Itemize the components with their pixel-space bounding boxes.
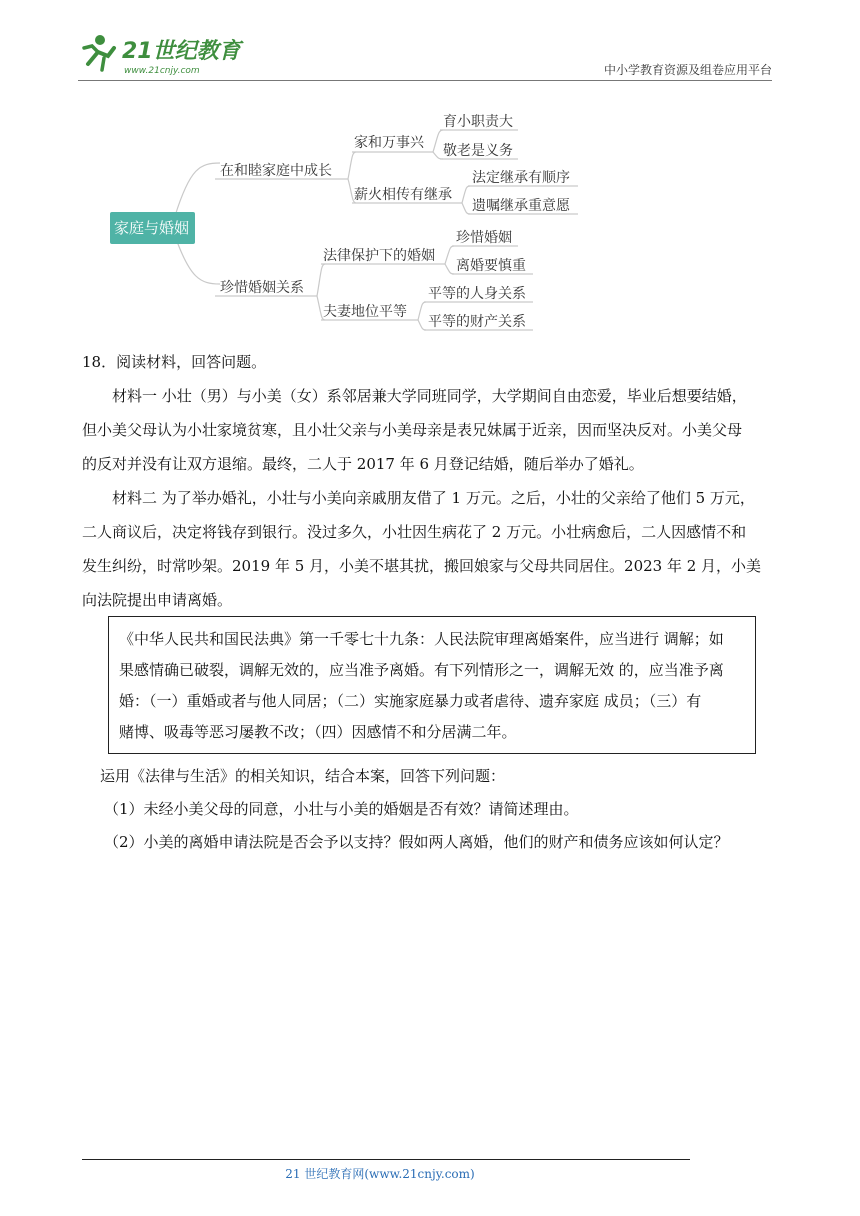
mindmap-root-label: 家庭与婚姻	[114, 219, 190, 237]
material1-line: 材料一 小壮（男）与小美（女）系邻居兼大学同班同学，大学期间自由恋爱，毕业后想要结婚，	[112, 387, 747, 405]
logo-url: www.21cnjy.com	[124, 66, 200, 76]
sub-question-1: （1）未经小美父母的同意，小壮与小美的婚姻是否有效？请简述理由。	[104, 800, 579, 818]
mindmap-child-label: 家和万事兴	[354, 135, 424, 151]
sub-question-2: （2）小美的离婚申请法院是否会予以支持？假如两人离婚，他们的财产和债务应该如何认定？	[104, 833, 729, 851]
mindmap-leaf-label: 珍惜婚姻	[456, 230, 512, 246]
footer-divider	[82, 1159, 690, 1160]
mindmap-leaf-label: 离婚要慎重	[456, 258, 526, 274]
law-line: 果感情确已破裂，调解无效的，应当准予离婚。有下列情形之一，调解无效 的，应当准予离	[119, 661, 724, 679]
mindmap-leaf-label: 平等的财产关系	[428, 314, 526, 330]
material2-line: 材料二 为了举办婚礼，小壮与小美向亲戚朋友借了 1 万元。之后，小壮的父亲给了他们 5 万元，	[112, 489, 755, 507]
material1-line: 但小美父母认为小壮家境贫寒，且小壮父亲与小美母亲是表兄妹属于近亲，因而坚决反对。小美父母	[82, 421, 743, 439]
law-quote-box	[108, 616, 756, 754]
instruction-text: 运用《法律与生活》的相关知识，结合本案，回答下列问题：	[100, 767, 506, 785]
footer-link[interactable]: 21 世纪教育网(www.21cnjy.com)	[285, 1167, 475, 1181]
material2-line: 向法院提出申请离婚。	[82, 591, 233, 609]
mindmap-leaf-label: 敬老是义务	[443, 143, 513, 159]
mindmap	[100, 108, 600, 344]
mindmap-branch-label: 珍惜婚姻关系	[220, 280, 304, 296]
mindmap-child-label: 夫妻地位平等	[323, 304, 407, 320]
mindmap-leaf-label: 法定继承有顺序	[472, 170, 570, 186]
logo-title: 21世纪教育	[122, 39, 241, 64]
material1-line: 的反对并没有让双方退缩。最终，二人于 2017 年 6 月登记结婚，随后举办了婚礼。	[82, 455, 644, 473]
header-divider	[78, 80, 772, 81]
runner-logo-icon	[78, 30, 248, 78]
mindmap-link	[175, 163, 220, 216]
mindmap-leaf-label: 育小职责大	[443, 114, 513, 130]
mindmap-child-label: 薪火相传有继承	[354, 187, 452, 203]
material2-line: 二人商议后，决定将钱存到银行。没过多久，小壮因生病花了 2 万元。小壮病愈后，二人因感情不和	[82, 523, 747, 541]
mindmap-branch-label: 在和睦家庭中成长	[220, 163, 332, 179]
law-line: 婚：（一）重婚或者与他人同居；（二）实施家庭暴力或者虐待、遗弃家庭 成员；（三）有	[119, 692, 702, 710]
law-line: 《中华人民共和国民法典》第一千零七十九条：人民法院审理离婚案件，应当进行 调解；如	[119, 630, 724, 648]
mindmap-child-label: 法律保护下的婚姻	[323, 248, 435, 264]
mindmap-leaf-label: 遗嘱继承重意愿	[472, 198, 570, 214]
site-logo	[78, 30, 248, 78]
mindmap-leaf-label: 平等的人身关系	[428, 286, 526, 302]
law-line: 赌博、吸毒等恶习屡教不改；（四）因感情不和分居满二年。	[119, 723, 517, 741]
question-title: 18．阅读材料，回答问题。	[82, 353, 267, 371]
platform-label: 中小学教育资源及组卷应用平台	[603, 63, 772, 77]
material2-line: 发生纠纷，时常吵架。2019 年 5 月，小美不堪其扰，搬回娘家与父母共同居住。2023 年 2 月，小美	[82, 557, 762, 575]
